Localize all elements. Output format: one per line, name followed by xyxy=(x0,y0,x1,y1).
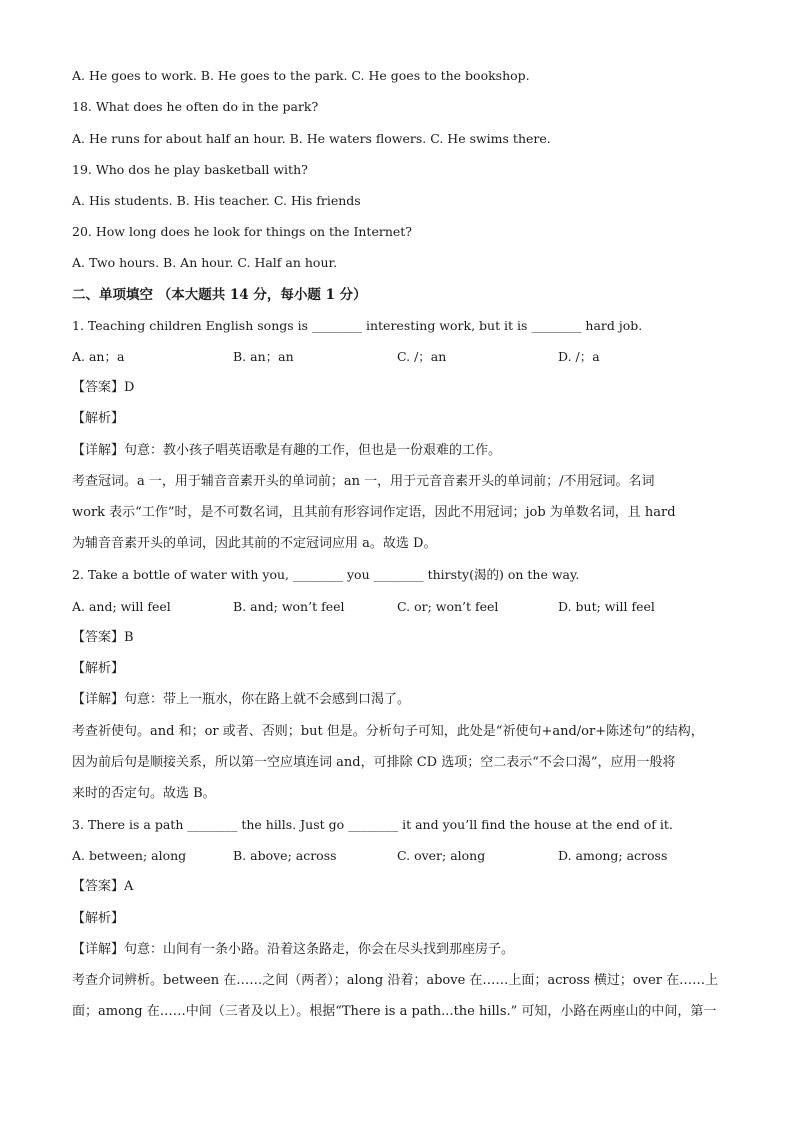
explanation-line: 来时的否定句。故选 B。 xyxy=(72,786,216,801)
analysis-label: 【解析】 xyxy=(72,911,125,926)
detail-text: 【详解】句意：教小孩子唱英语歌是有趣的工作，但也是一份艰难的工作。 xyxy=(72,443,502,458)
question-2: 2. Take a bottle of water with you, ________ you ________ thirsty(渴的) on the way. xyxy=(72,567,580,582)
option-b: B. above; across xyxy=(233,848,337,863)
option-d: D. /；a xyxy=(558,349,600,364)
option-d: D. but; will feel xyxy=(558,599,655,614)
q20-options: A. Two hours. B. An hour. C. Half an hour. xyxy=(72,255,338,270)
option-a: A. an；a xyxy=(72,349,125,364)
question-20: 20. How long does he look for things on the Internet? xyxy=(72,224,412,239)
question-18: 18. What does he often do in the park? xyxy=(72,99,319,114)
detail-text: 【详解】句意：带上一瓶水，你在路上就不会感到口渴了。 xyxy=(72,692,411,707)
option-a: A. between; along xyxy=(72,848,187,863)
option-c: C. or; won’t feel xyxy=(397,599,499,614)
option-b: B. an；an xyxy=(233,349,294,364)
option-d: D. among; across xyxy=(558,848,668,863)
option-a: A. and; will feel xyxy=(72,599,171,614)
explanation-line: 因为前后句是顺接关系，所以第一空应填连词 and，可排除 CD 选项；空二表示“不会口渴”，应用一般将 xyxy=(72,755,676,770)
explanation-line: 考查祈使句。and 和；or 或者、否则；but 但是。分析句子可知，此处是“祈使句+and/or+陈述句”的结构， xyxy=(72,724,704,739)
option-b: B. and; won’t feel xyxy=(233,599,345,614)
section-heading: 二、单项填空 （本大题共 14 分，每小题 1 分） xyxy=(72,287,367,303)
analysis-label: 【解析】 xyxy=(72,661,125,676)
question-19: 19. Who dos he play basketball with? xyxy=(72,162,308,177)
option-c: C. /；an xyxy=(397,349,447,364)
q3-options xyxy=(72,847,722,865)
q19-options: A. His students. B. His teacher. C. His friends xyxy=(72,193,361,208)
detail-text: 【详解】句意：山间有一条小路。沿着这条路走，你会在尽头找到那座房子。 xyxy=(72,942,515,957)
q2-options xyxy=(72,598,722,616)
question-1: 1. Teaching children English songs is ________ interesting work, but it is ________ hard job. xyxy=(72,318,643,333)
explanation-line: 考查冠词。a 一，用于辅音音素开头的单词前；an 一，用于元音音素开头的单词前；/不用冠词。名词 xyxy=(72,474,655,489)
explanation-line: 面；among 在……中间（三者及以上）。根据“There is a path...the hills.” 可知，小路在两座山的中间，第一 xyxy=(72,1004,717,1019)
analysis-label: 【解析】 xyxy=(72,411,125,426)
explanation-line: 为辅音音素开头的单词，因此其前的不定冠词应用 a。故选 D。 xyxy=(72,536,437,551)
q1-options xyxy=(72,348,722,366)
answer-label: 【答案】A xyxy=(72,879,134,894)
explanation-line: work 表示“工作”时，是不可数名词，且其前有形容词作定语，因此不用冠词；job 为单数名词，且 hard xyxy=(72,505,676,520)
answer-label: 【答案】B xyxy=(72,630,134,645)
answer-label: 【答案】D xyxy=(72,380,135,395)
question-3: 3. There is a path ________ the hills. Just go ________ it and you’ll find the house at the end of it. xyxy=(72,817,673,832)
q18-options: A. He runs for about half an hour. B. He waters flowers. C. He swims there. xyxy=(72,131,551,146)
explanation-line: 考查介词辨析。between 在……之间（两者）；along 沿着；above 在……上面；across 横过；over 在……上 xyxy=(72,973,719,988)
q17-options: A. He goes to work. B. He goes to the park. C. He goes to the bookshop. xyxy=(72,68,530,83)
option-c: C. over; along xyxy=(397,848,486,863)
